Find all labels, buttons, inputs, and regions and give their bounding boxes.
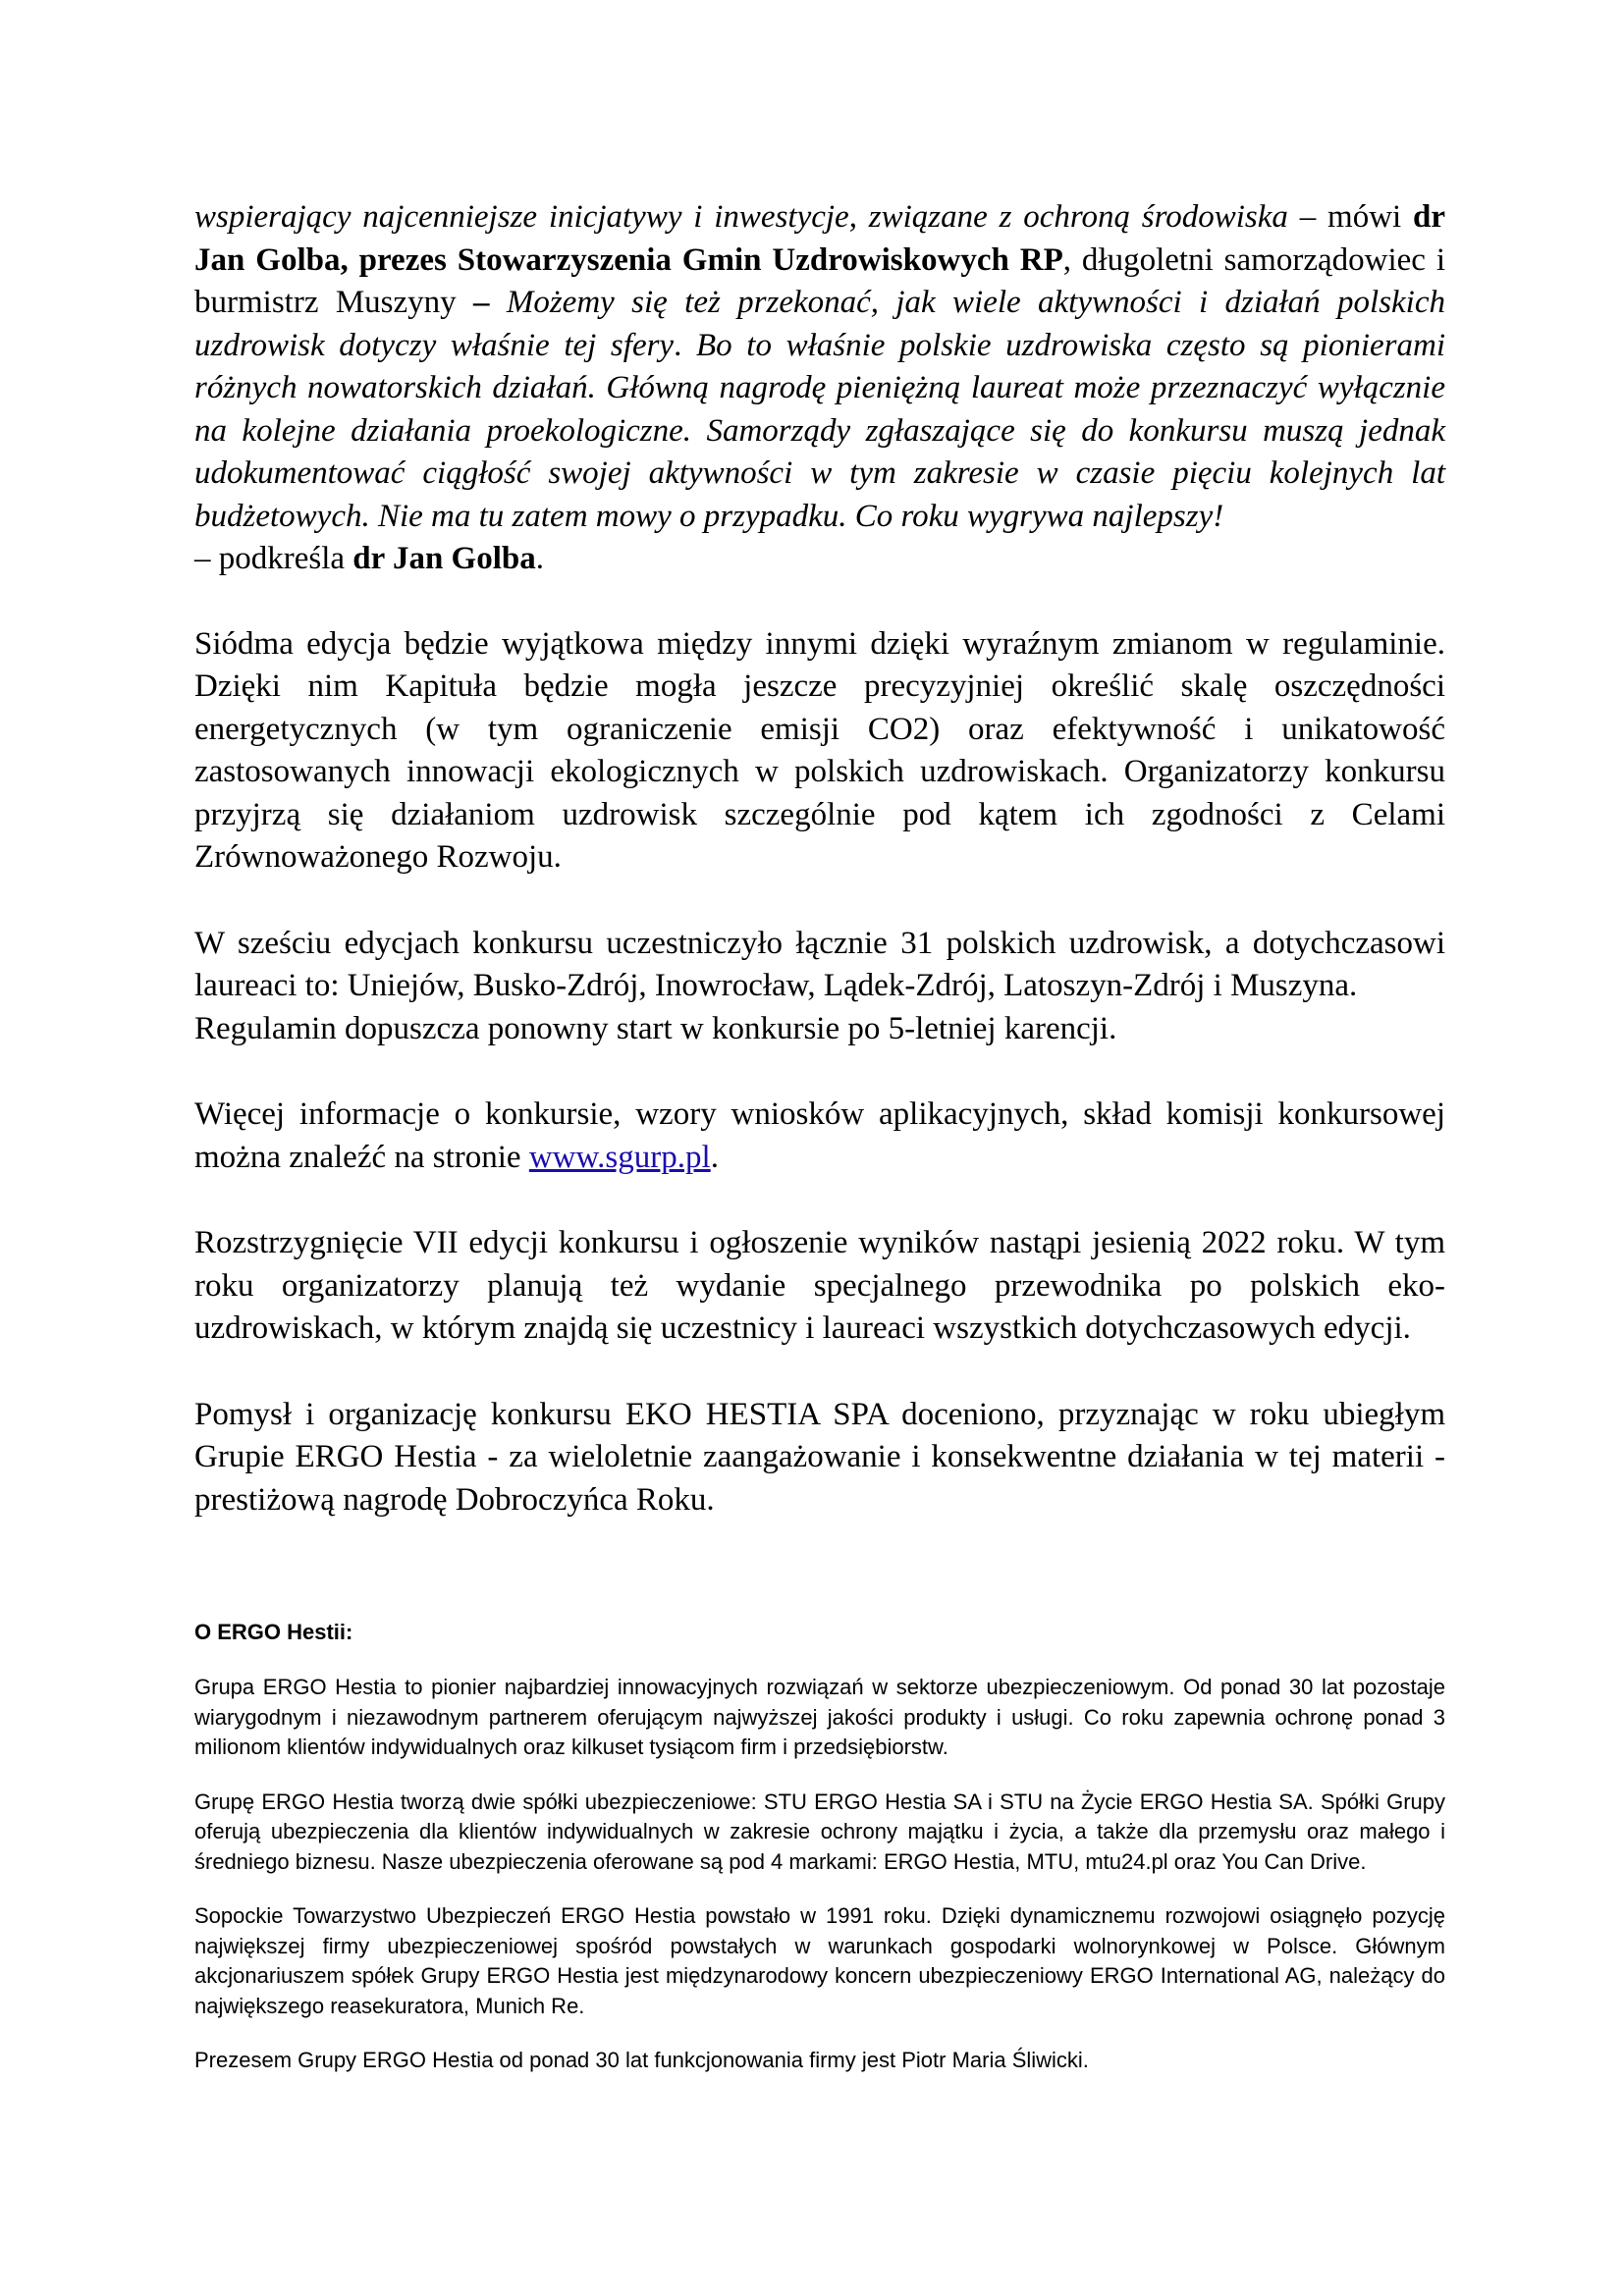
- seventh-edition-paragraph: Siódma edycja będzie wyjątkowa między innymi dzięki wyraźnym zmianom w regulaminie. Dzięki nim Kapituła będzie mogła jeszcze precyzyjniej określić skalę oszczędności energetycznych (w tym ograniczenie emisji CO2) oraz efektywność i unikatowość zastosowanych innowacji ekologicznych w polskich uzdrowiskach. Organizatorzy konkursu przyjrzą się działaniom uzdrowisk szczególnie pod kątem ich zgodności z Celami Zrównoważonego Rozwoju.: [194, 625, 1445, 875]
- speaker-name-title: dr Jan Golba, prezes Stowarzyszenia Gmin Uzdrowiskowych RP: [194, 199, 1445, 278]
- more-info-paragraph: [194, 1094, 1445, 1179]
- sgurp-link[interactable]: www.sgurp.pl: [528, 1139, 711, 1175]
- past-editions-paragraph: [194, 923, 1445, 1051]
- about-paragraph-3: Sopockie Towarzystwo Ubezpieczeń ERGO Hestia powstało w 1991 roku. Dzięki dynamicznemu rozwojowi osiągnęło pozycję największej firmy ubezpieczeniowej spośród powstałych w warunkach gospodarki wolnorynkowej w Polsce. Głównym akcjonariuszem spółek Grupy ERGO Hestia jest międzynarodowy koncern ubezpieczeniowy ERGO International AG, należący do największego reasekuratora, Munich Re.: [194, 1903, 1445, 2018]
- past-editions-text: W sześciu edycjach konkursu uczestniczyło łącznie 31 polskich uzdrowisk, a dotychczasowi laureaci to: Uniejów, Busko-Zdrój, Inowrocław, Lądek-Zdrój, Latoszyn-Zdrój i Muszyna.: [194, 925, 1445, 1003]
- press-release-body: [194, 196, 1445, 1522]
- results-paragraph: Rozstrzygnięcie VII edycji konkursu i ogłoszenie wyników nastąpi jesienią 2022 roku. W tym roku organizatorzy planują też wydanie specjalnego przewodnika po polskich eko-uzdrowiskach, w którym znajdą się uczestnicy i laureaci wszystkich dotychczasowych edycji.: [194, 1225, 1445, 1346]
- about-heading: O ERGO Hestii:: [194, 1620, 353, 1644]
- about-paragraph-1: Grupa ERGO Hestia to pionier najbardziej innowacyjnych rozwiązań w sektorze ubezpieczeniowym. Od ponad 30 lat pozostaje wiarygodnym i niezawodnym partnerem oferującym najwyższej jakości produkty i usługi. Co roku zapewnia ochronę ponad 3 milionom klientów indywidualnych oraz kilkuset tysiącom firm i przedsiębiorstw.: [194, 1675, 1445, 1759]
- quote-text-2: Możemy się też przekonać, jak wiele aktywności i działań polskich uzdrowisk dotyczy właśnie tej sfery: [194, 285, 1445, 363]
- attribution-period: .: [535, 541, 544, 576]
- about-paragraph-2: Grupę ERGO Hestia tworzą dwie spółki ubezpieczeniowe: STU ERGO Hestia SA i STU na Życie ERGO Hestia SA. Spółki Grupy oferują ubezpieczenia dla klientów indywidualnych w zakresie ochrony majątku i życia, a także dla przemysłu oraz małego i średniego biznesu. Nasze ubezpieczenia oferowane są pod 4 markami: ERGO Hestia, MTU, mtu24.pl oraz You Can Drive.: [194, 1789, 1445, 1874]
- rules-text: Regulamin dopuszcza ponowny start w konkursie po 5-letniej karencji.: [194, 1010, 1117, 1046]
- speaker-role: , długoletni samorządowiec i burmistrz Muszyny: [194, 241, 1446, 320]
- about-paragraph-4: Prezesem Grupy ERGO Hestia od ponad 30 lat funkcjonowania firmy jest Piotr Maria Śliwicki.: [194, 2048, 1089, 2072]
- dash: –: [473, 285, 507, 320]
- more-info-period: .: [710, 1139, 719, 1175]
- quote-attribution-2: – podkreśla: [194, 541, 353, 576]
- quote-period: .: [674, 327, 696, 363]
- quote-text-3: Bo to właśnie polskie uzdrowiska często są pionierami różnych nowatorskich działań. Główną nagrodę pieniężną laureat może przeznaczyć wyłącznie na kolejne działania proekologiczne. Samorządy zgłaszające się do konkursu muszą jednak udokumentować ciągłość swojej aktywności w tym zakresie w czasie pięciu kolejnych lat budżetowych. Nie ma tu zatem mowy o przypadku. Co roku wygrywa najlepszy!: [194, 327, 1445, 534]
- about-ergo-hestia-section: [194, 1618, 1445, 2101]
- quote-attribution-1: – mówi: [1287, 199, 1413, 235]
- quote-paragraph: [194, 196, 1445, 581]
- quote-text-1: wspierający najcenniejsze inicjatywy i inwestycje, związane z ochroną środowiska: [194, 199, 1288, 235]
- speaker-name: dr Jan Golba: [352, 541, 536, 576]
- more-info-text: Więcej informacje o konkursie, wzory wniosków aplikacyjnych, skład komisji konkursowej można znaleźć na stronie: [194, 1096, 1445, 1175]
- award-paragraph: Pomysł i organizację konkursu EKO HESTIA SPA doceniono, przyznając w roku ubiegłym Grupie ERGO Hestia - za wieloletnie zaangażowanie i konsekwentne działania w tej materii - prestiżową nagrodę Dobroczyńca Roku.: [194, 1396, 1445, 1518]
